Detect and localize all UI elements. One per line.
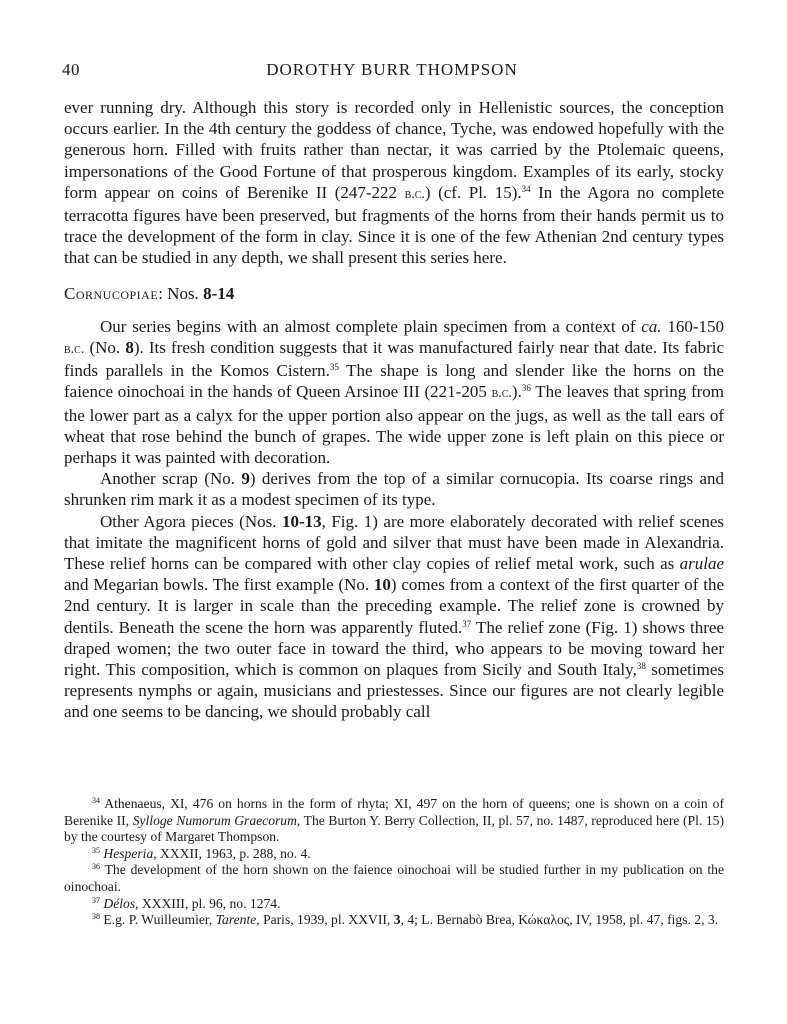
text-run: ) comes from a context of the first quarter of the 2nd century. It is larger in scale than the preceding example. The relief zone is crowned by dentils. Beneath the scene the horn was apparently fluted. (64, 575, 724, 637)
catalog-number: 8 (125, 338, 134, 358)
text-run: , The Burton Y. Berry Collection, II, pl. 57, no. 1487, reproduced here (Pl. 15) by the courtesy of Margaret Thompson. (64, 812, 724, 845)
footnote-ref-35[interactable]: 35 (329, 362, 339, 373)
catalog-number: 9 (241, 469, 250, 489)
italic-title: Sylloge Numorum Graecorum (132, 812, 297, 828)
italic-ca: ca. (641, 316, 662, 336)
text-run: , IV, 1958, pl. 47, figs. 2, 3. (569, 912, 719, 928)
text-run: , XXXII, 1963, p. 288, no. 4. (153, 845, 311, 861)
text-run: , XXXIII, pl. 96, no. 1274. (135, 895, 281, 911)
footnote-35 (64, 846, 724, 863)
era-abbreviation: b.c. (64, 342, 85, 358)
bold-number: 3 (393, 912, 401, 928)
footnote-ref-34[interactable]: 34 (521, 183, 531, 194)
text-run: (No. (84, 338, 126, 358)
text-run: ). Its fresh condition suggests that it was manufactured fairly near that date. Its fabric finds parallels in the Komos Cistern. (64, 338, 724, 381)
paragraph-series (64, 316, 724, 468)
text-run: ever running dry. Although this story is recorded only in Hellenistic sources, the conception occurs earlier. In the 4th century the goddess of chance, Tyche, was endowed hopefully with the generous horn. Filled with fruits rather than nectar, it was carried by the Ptolemaic queens, impersonations of the Good Fortune of that prosperous kingdom. Examples of its early, stocky form appear on coins of Berenike II (247-222 (64, 98, 724, 202)
footnote-number: 36 (92, 862, 100, 872)
footnote-number: 34 (92, 796, 100, 805)
footnote-37 (64, 896, 724, 913)
text-run: 160-150 (661, 316, 724, 336)
footnote-number: 35 (92, 845, 100, 855)
text-run: In the Agora no complete terracotta figures have been preserved, but fragments of the horns from their hands permit us to trace the development of the form in clay. Since it is one of the few Athenian 2nd century types that can be studied in any depth, we shall present this series here. (64, 182, 724, 268)
running-title: DOROTHY BURR THOMPSON (266, 60, 518, 79)
text-run: ) (cf. Pl. 15). (424, 182, 522, 202)
section-heading-text: : Nos. (158, 283, 204, 303)
italic-term: arulae (679, 554, 724, 574)
era-abbreviation: b.c. (491, 386, 512, 402)
text-run: sometimes represents nymphs or again, musicians and priestesses. Since our figures are not clearly legible and one seems to be dancing, we should probably call (64, 660, 725, 722)
text-run: ). (511, 382, 522, 402)
paragraph-scrap (64, 468, 724, 510)
text-run: The leaves that spring from the lower part as a calyx for the upper portion also appear on the jugs, as well as the tall ears of wheat that rose behind the bunch of grapes. The wide upper zone is left plain on this piece or perhaps it was painted with decoration. (64, 382, 724, 468)
text-run: Our series begins with an almost complete plain specimen from a context of (100, 316, 642, 336)
italic-title: Hesperia (103, 845, 154, 861)
catalog-number: 10 (373, 575, 391, 595)
greek-title: Κώκαλος (518, 912, 570, 928)
page-number: 40 (62, 60, 80, 79)
text-run: The shape is long and slender like the horns on the faience oinochoai in the hands of Queen Arsinoe III (221-205 (64, 361, 724, 402)
footnote-ref-37[interactable]: 37 (462, 618, 472, 629)
era-abbreviation: b.c. (404, 186, 425, 202)
section-heading-label: Cornucopiae (64, 283, 159, 303)
footnote-number: 38 (92, 912, 100, 922)
section-heading (64, 283, 724, 304)
text-run: Athenaeus, XI, 476 on horns in the form of rhyta; XI, 497 on the horn of queens; one is shown on a coin of Berenike II, (64, 796, 724, 828)
footnote-38 (64, 912, 724, 929)
italic-title: Délos (103, 895, 136, 911)
text-run: and Megarian bowls. The first example (No. (64, 575, 374, 595)
text-run: , Fig. 1) are more elaborately decorated with relief scenes that imitate the magnificent horns of gold and silver that must have been made in Alexandria. These relief horns can be compared with other clay copies of relief metal work, such as (64, 511, 724, 574)
section-heading-numbers: 8-14 (203, 283, 235, 303)
footnote-ref-38[interactable]: 38 (636, 661, 646, 672)
footnotes (64, 796, 724, 929)
text-run: , Paris, 1939, pl. XXVII, (256, 912, 394, 928)
text-run: The relief zone (Fig. 1) shows three draped women; the two outer face in toward the third, who appears to be moving toward her right. This composition, which is common on plaques from Sicily and South Italy, (64, 617, 724, 680)
text-run: ) derives from the top of a similar cornucopia. Its coarse rings and shrunken rim mark it as a modest specimen of its type. (64, 469, 724, 510)
text-run: The development of the horn shown on the faience oinochoai will be studied further in my publication on the oinochoai. (64, 862, 724, 894)
text-run: Other Agora pieces (Nos. (100, 511, 282, 531)
paragraph-relief-horns (64, 511, 724, 723)
running-head (62, 60, 722, 84)
italic-title: Tarente (215, 912, 257, 928)
footnote-34 (64, 796, 724, 846)
footnote-36 (64, 862, 724, 895)
footnote-number: 37 (92, 895, 100, 905)
main-text (64, 97, 724, 723)
text-run: Another scrap (No. (100, 469, 242, 489)
catalog-number: 10-13 (281, 511, 322, 531)
text-run: E.g. P. Wuilleumier, (100, 912, 216, 928)
footnote-ref-36[interactable]: 36 (521, 383, 531, 394)
paragraph-tyche (64, 97, 724, 269)
text-run: , 4; L. Bernabò Brea, (400, 912, 519, 928)
